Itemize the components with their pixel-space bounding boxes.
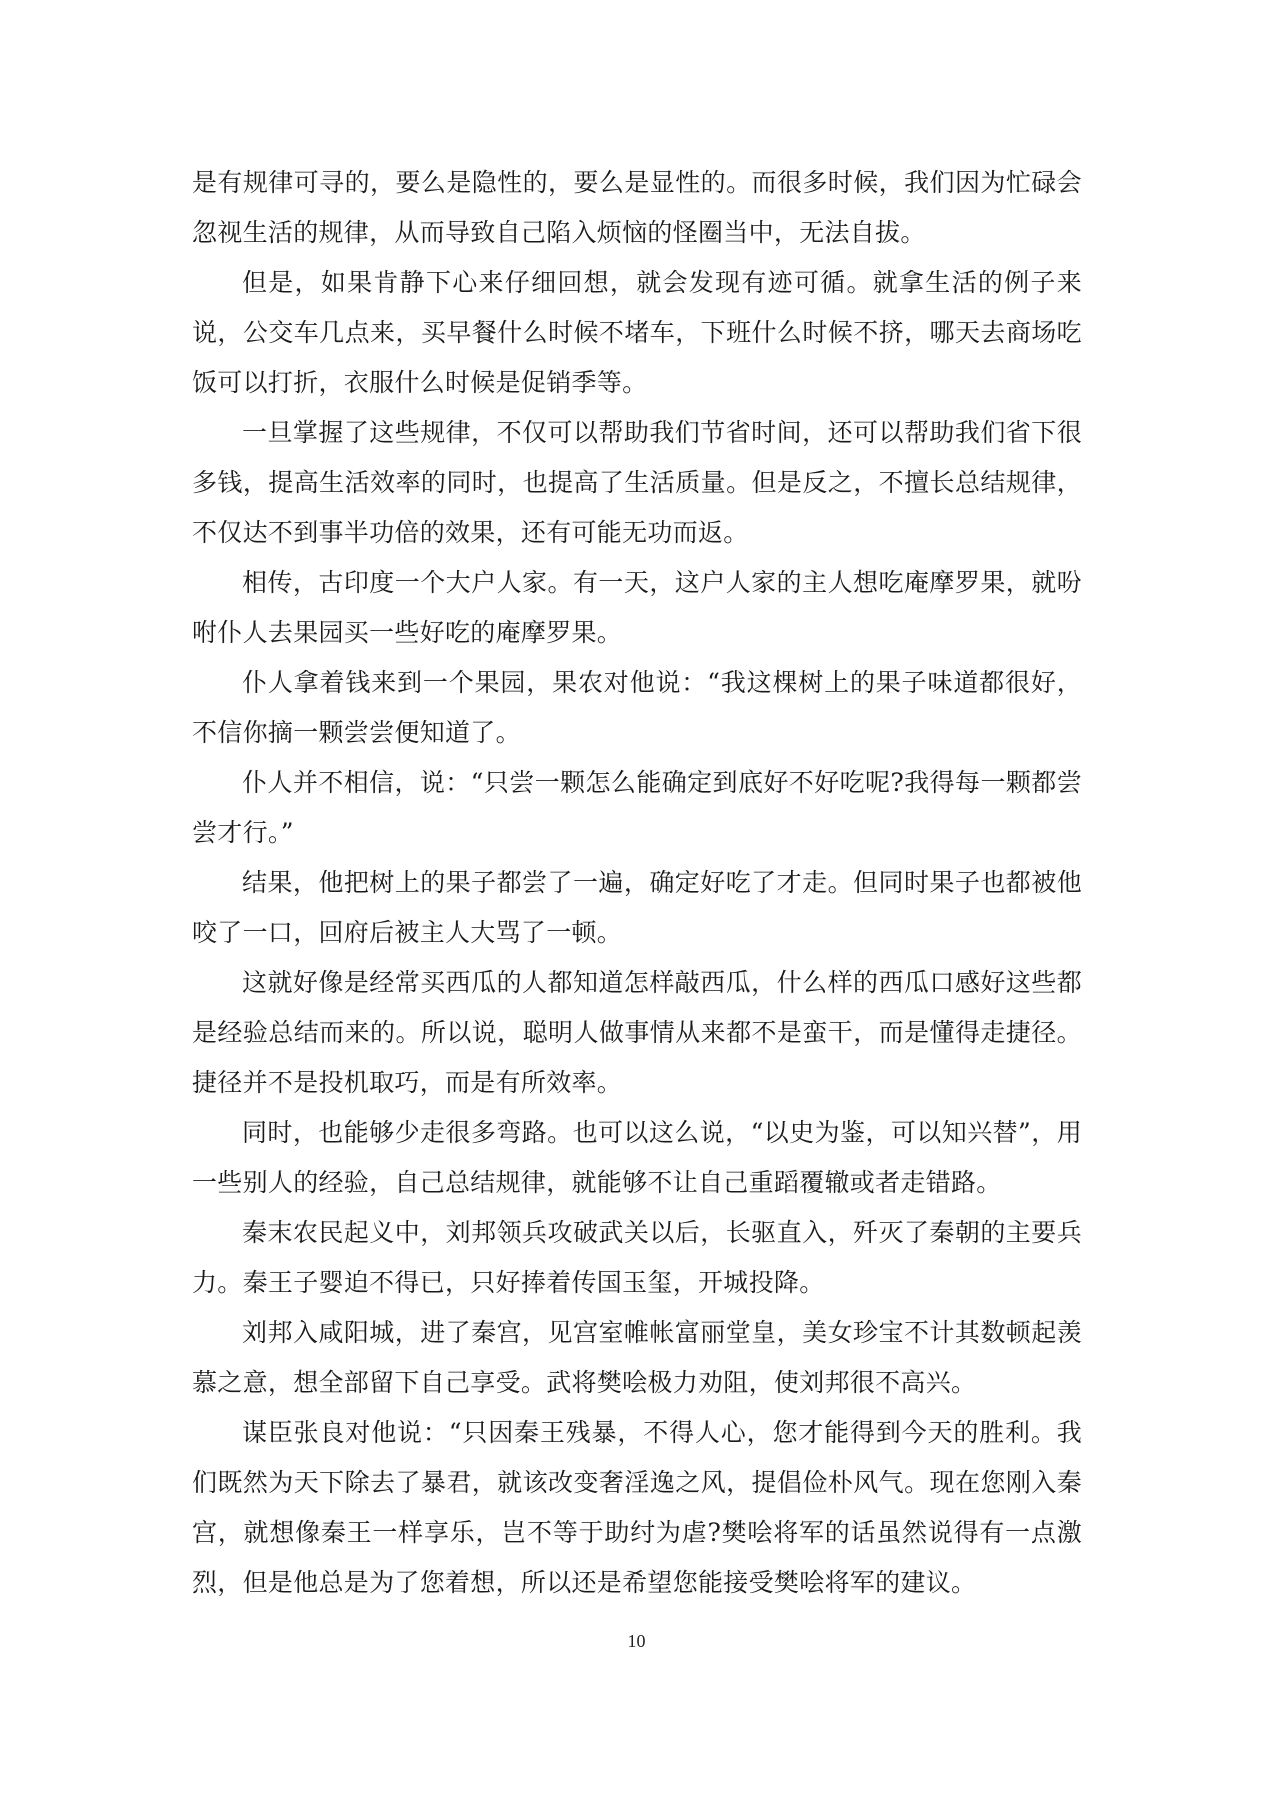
paragraph-continuation: 是有规律可寻的，要么是隐性的，要么是显性的。而很多时候，我们因为忙碌会忽视生活的规律，从而导致自己陷入烦恼的怪圈当中，无法自拔。 — [192, 168, 1082, 247]
paragraph: 秦末农民起义中，刘邦领兵攻破武关以后，长驱直入，歼灭了秦朝的主要兵力。秦王子婴迫不得已，只好捧着传国玉玺，开城投降。 — [192, 1218, 1082, 1297]
paragraph: 仆人并不相信，说：“只尝一颗怎么能确定到底好不好吃呢?我得每一颗都尝尝才行。” — [192, 768, 1082, 847]
paragraph: 但是，如果肯静下心来仔细回想，就会发现有迹可循。就拿生活的例子来说，公交车几点来，买早餐什么时候不堵车，下班什么时候不挤，哪天去商场吃饭可以打折，衣服什么时候是促销季等。 — [192, 268, 1082, 397]
page-number: 10 — [627, 1631, 646, 1651]
paragraph: 仆人拿着钱来到一个果园，果农对他说：“我这棵树上的果子味道都很好，不信你摘一颗尝尝便知道了。 — [192, 668, 1082, 747]
paragraph: 同时，也能够少走很多弯路。也可以这么说，“以史为鉴，可以知兴替”，用一些别人的经验，自己总结规律，就能够不让自己重蹈覆辙或者走错路。 — [192, 1118, 1082, 1197]
paragraph: 一旦掌握了这些规律，不仅可以帮助我们节省时间，还可以帮助我们省下很多钱，提高生活效率的同时，也提高了生活质量。但是反之，不擅长总结规律，不仅达不到事半功倍的效果，还有可能无功而返。 — [192, 418, 1082, 547]
paragraph: 谋臣张良对他说：“只因秦王残暴，不得人心，您才能得到今天的胜利。我们既然为天下除去了暴君，就该改变奢淫逸之风，提倡俭朴风气。现在您刚入秦宫，就想像秦王一样享乐，岂不等于助纣为虐?樊哙将军的话虽然说得有一点激烈，但是他总是为了您着想，所以还是希望您能接受樊哙将军的建议。 — [192, 1418, 1082, 1597]
paragraph: 结果，他把树上的果子都尝了一遍，确定好吃了才走。但同时果子也都被他咬了一口，回府后被主人大骂了一顿。 — [192, 868, 1082, 947]
body-text — [192, 158, 1082, 1608]
paragraph: 相传，古印度一个大户人家。有一天，这户人家的主人想吃庵摩罗果，就吩咐仆人去果园买一些好吃的庵摩罗果。 — [192, 568, 1082, 647]
paragraph: 这就好像是经常买西瓜的人都知道怎样敲西瓜，什么样的西瓜口感好这些都是经验总结而来的。所以说，聪明人做事情从来都不是蛮干，而是懂得走捷径。捷径并不是投机取巧，而是有所效率。 — [192, 968, 1082, 1097]
paragraph: 刘邦入咸阳城，进了秦宫，见宫室帷帐富丽堂皇，美女珍宝不计其数顿起羡慕之意，想全部留下自己享受。武将樊哙极力劝阻，使刘邦很不高兴。 — [192, 1318, 1082, 1397]
